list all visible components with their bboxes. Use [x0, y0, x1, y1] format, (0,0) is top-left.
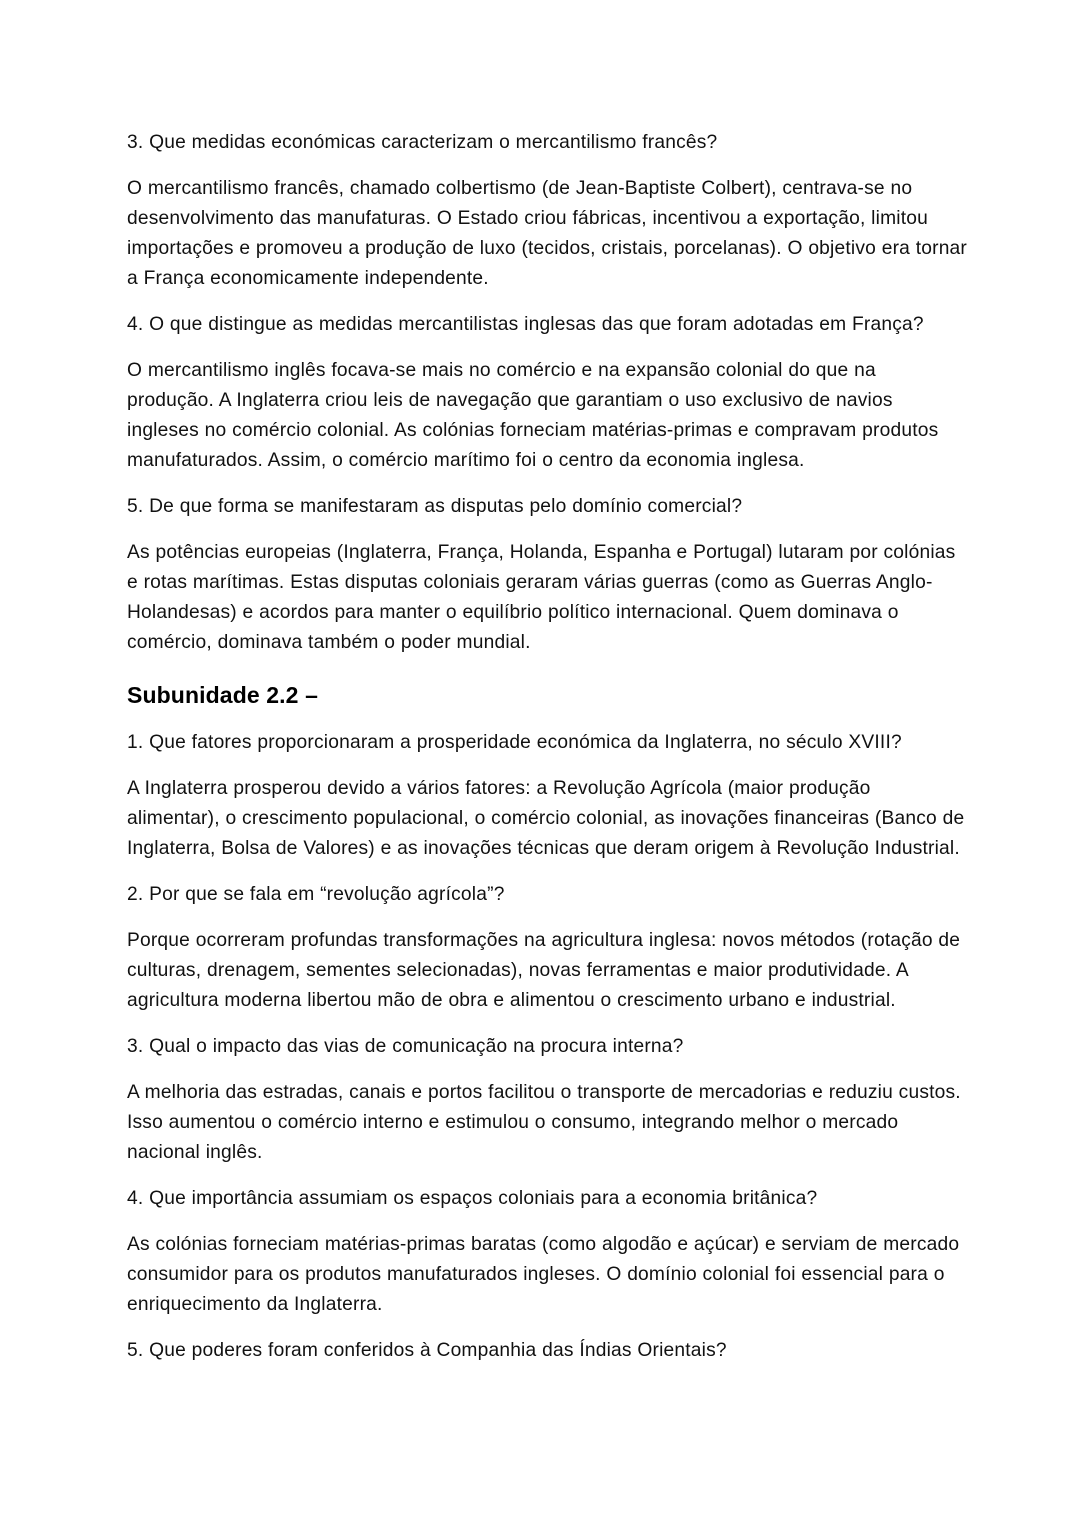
answer-paragraph: As potências europeias (Inglaterra, França, Holanda, Espanha e Portugal) lutaram por colónias e rotas marítimas. Estas disputas coloniais geraram várias guerras (como as Guerras Anglo-Holandesas) e acordos para manter o equilíbrio político internacional. Quem dominava o comércio, dominava também o poder mundial. [127, 542, 956, 653]
answer-paragraph: As colónias forneciam matérias-primas baratas (como algodão e açúcar) e serviam de mercado consumidor para os produtos manufaturados ingleses. O domínio colonial foi essencial para o enriquecimento da Inglaterra. [127, 1234, 960, 1315]
question-paragraph: 5. De que forma se manifestaram as disputas pelo domínio comercial? [127, 496, 743, 517]
section-heading: Subunidade 2.2 – [127, 682, 318, 708]
answer-paragraph: O mercantilismo inglês focava-se mais no comércio e na expansão colonial do que na produção. A Inglaterra criou leis de navegação que garantiam o uso exclusivo de navios ingleses no comércio colonial. As colónias forneciam matérias-primas e compravam produtos manufaturados. Assim, o comércio marítimo foi o centro da economia inglesa. [127, 360, 939, 471]
question-paragraph: 2. Por que se fala em “revolução agrícola”? [127, 884, 505, 905]
answer-paragraph: A Inglaterra prosperou devido a vários fatores: a Revolução Agrícola (maior produção alimentar), o crescimento populacional, o comércio colonial, as inovações financeiras (Banco de Inglaterra, Bolsa de Valores) e as inovações técnicas que deram origem à Revolução Industrial. [127, 778, 965, 859]
question-paragraph: 4. Que importância assumiam os espaços coloniais para a economia britânica? [127, 1188, 818, 1209]
answer-paragraph: A melhoria das estradas, canais e portos facilitou o transporte de mercadorias e reduziu custos. Isso aumentou o comércio interno e estimulou o consumo, integrando melhor o mercado nacional inglês. [127, 1082, 961, 1163]
answer-paragraph: O mercantilismo francês, chamado colbertismo (de Jean-Baptiste Colbert), centrava-se no desenvolvimento das manufaturas. O Estado criou fábricas, incentivou a exportação, limitou importações e promoveu a produção de luxo (tecidos, cristais, porcelanas). O objetivo era tornar a França economicamente independente. [127, 178, 968, 289]
question-paragraph: 5. Que poderes foram conferidos à Companhia das Índias Orientais? [127, 1340, 727, 1361]
question-paragraph: 4. O que distingue as medidas mercantilistas inglesas das que foram adotadas em França? [127, 314, 924, 335]
question-paragraph: 1. Que fatores proporcionaram a prosperidade económica da Inglaterra, no século XVIII? [127, 732, 902, 753]
document-body [127, 128, 967, 1382]
question-paragraph: 3. Que medidas económicas caracterizam o mercantilismo francês? [127, 132, 718, 153]
question-paragraph: 3. Qual o impacto das vias de comunicação na procura interna? [127, 1036, 684, 1057]
answer-paragraph: Porque ocorreram profundas transformações na agricultura inglesa: novos métodos (rotação de culturas, drenagem, sementes selecionadas), novas ferramentas e maior produtividade. A agricultura moderna libertou mão de obra e alimentou o crescimento urbano e industrial. [127, 930, 961, 1011]
